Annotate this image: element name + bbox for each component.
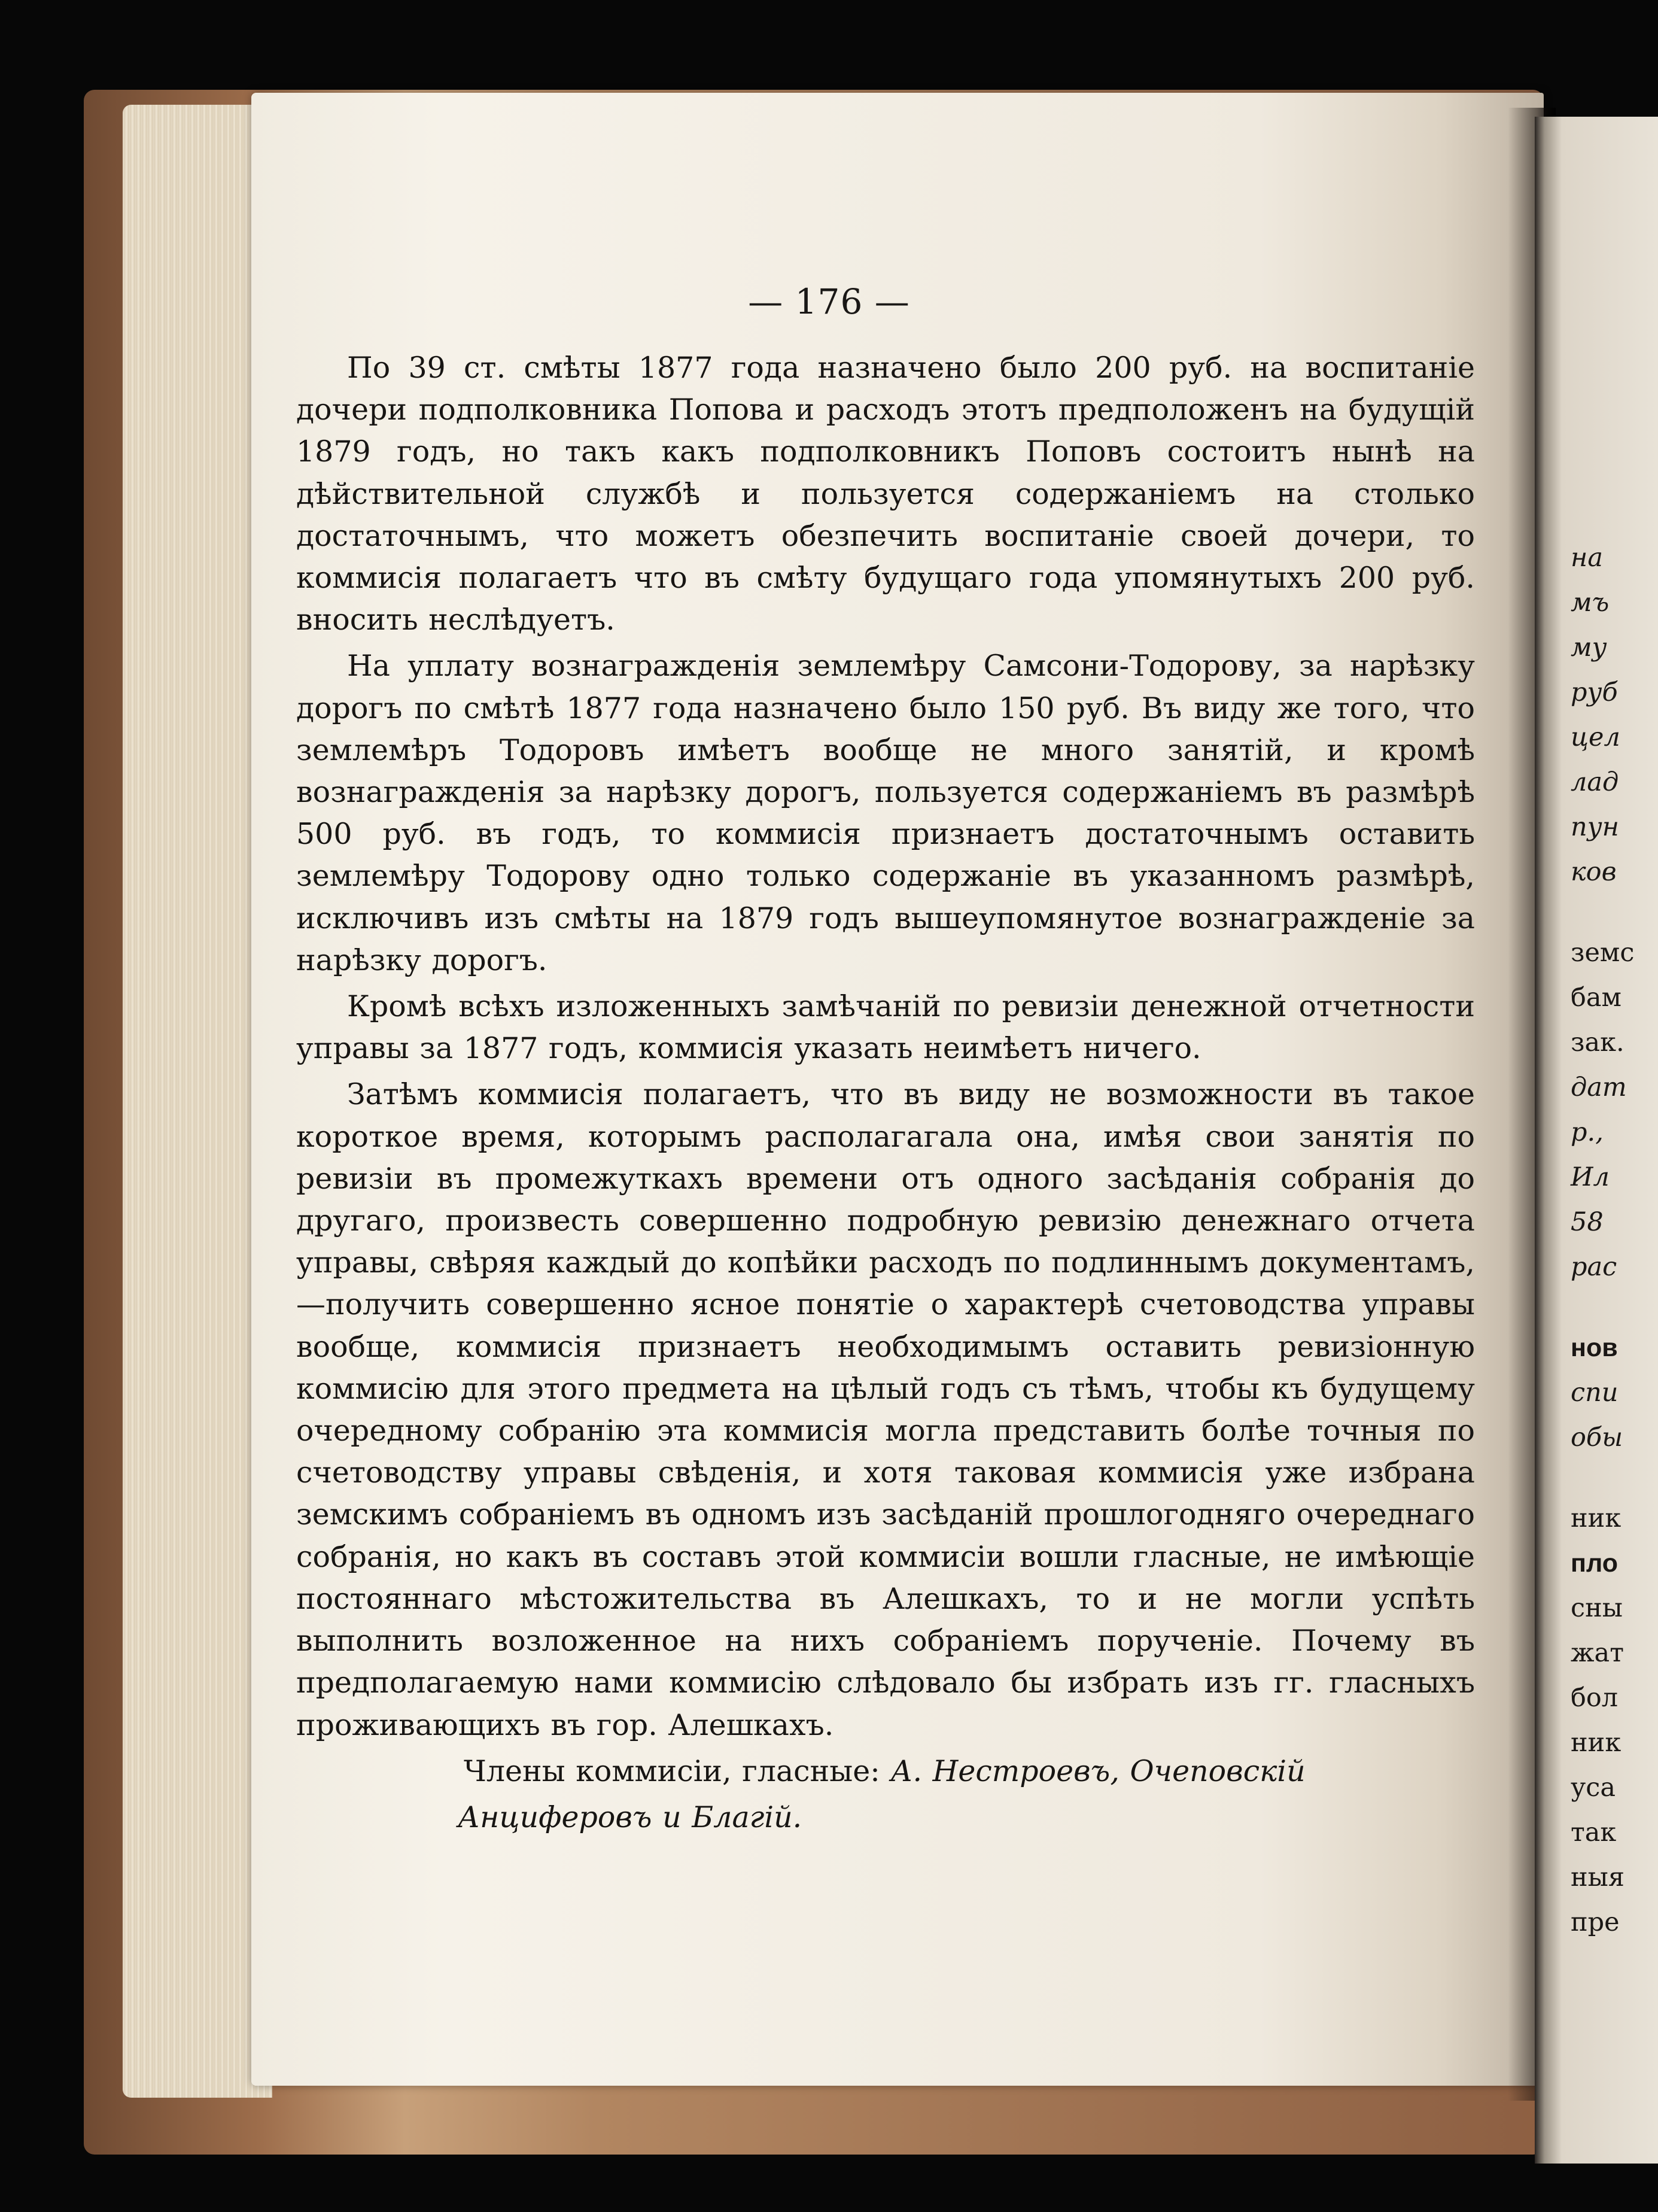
right-fragment: сны [1571,1593,1623,1623]
right-fragment: руб [1571,677,1618,707]
right-fragment: жат [1571,1638,1624,1668]
paragraph-4: Затѣмъ коммисія полагаетъ, что въ виду не возможности въ такое короткое время, которымъ располагагала она, имѣя свои занятія по ревизіи въ промежуткахъ времени отъ одного засѣданія собранія до другаго, произвесть совершенно подробную ревизію денежнаго отчета управы, свѣряя каждый до копѣйки расходъ по подлиннымъ документамъ,—получить совершенно ясное понятіе о характерѣ счетоводства управы вообще, коммисія признаетъ необходимымъ оставить ревизіонную коммисію для этого предмета на цѣлый годъ съ тѣмъ, чтобы къ будущему очередному собранію эта коммисія могла представить болѣе точныя по счетоводству управы свѣденія, и хотя таковая коммисія уже избрана земскимъ собраніемъ въ одномъ изъ засѣданій прошлогодняго очереднаго собранія, но какъ въ составъ этой коммисіи вошли гласные, не имѣющіе постояннаго мѣстожительства въ Алешкахъ, то и не могли успѣть выполнить возложенное на нихъ собраніемъ порученіе. Почему въ предполагаемую нами коммисію слѣдовало бы избрать изъ гг. гласныхъ проживающихъ въ гор. Алешкахъ. [296,1077,1475,1742]
right-fragment: му [1571,633,1607,663]
right-fragment: рас [1571,1252,1617,1282]
right-fragment: зак. [1571,1028,1624,1058]
right-fragment-gap [1571,1290,1658,1326]
right-fragment: ков [1571,857,1617,887]
page-edge-stack [123,105,272,2098]
right-fragment-gap [1571,895,1658,931]
right-fragment: мъ [1571,588,1610,618]
right-fragment: ник [1571,1728,1622,1758]
signature-line [296,1751,1475,1792]
right-fragment: так [1571,1818,1617,1848]
paragraph-2: На уплату вознагражденія землемѣру Самсони-Тодорову, за нарѣзку дорогъ по смѣтѣ 1877 года назначено было 150 руб. Въ виду же того, что землемѣръ Тодоровъ имѣетъ вообще не много занятій, и кромѣ вознагражденія за нарѣзку дорогъ, пользуется содержаніемъ въ размѣрѣ 500 руб. въ годъ, то коммисія признаетъ достаточнымъ оставить землемѣру Тодорову одно только содержаніе въ указанномъ размѣрѣ, исключивъ изъ смѣты на 1879 годъ вышеупомянутое вознагражденіе за нарѣзку дорогъ. [296,649,1475,977]
right-fragment: на [1571,543,1603,573]
right-fragment: бол [1571,1683,1619,1713]
document-body [296,347,1475,1843]
right-fragment: бам [1571,983,1622,1013]
right-fragment: дат [1571,1072,1627,1102]
right-fragment: Ил [1571,1162,1610,1192]
right-fragment: цел [1571,722,1620,752]
right-fragment-heading: пло [1571,1549,1618,1578]
page-number: — 176 — [748,281,910,322]
right-page [1535,117,1658,2164]
right-fragment: р., [1571,1117,1604,1147]
right-fragment: пун [1571,812,1619,842]
right-fragment: спи [1571,1378,1619,1408]
right-page-fragments [1571,536,1658,1945]
right-fragment: пре [1571,1907,1620,1937]
signature-names: А. Нестроевъ, Очеповскій [890,1754,1306,1788]
paragraph-3: Кромѣ всѣхъ изложенныхъ замѣчаній по ревизіи денежной отчетности управы за 1877 годъ, коммисія указать неимѣетъ ничего. [296,989,1475,1066]
right-fragment: ник [1571,1503,1622,1533]
paragraph-1: По 39 ст. смѣты 1877 года назначено было 200 руб. на воспитаніе дочери подполковника Попова и расходъ этотъ предположенъ на будущій 1879 годъ, но такъ какъ подполковникъ Поповъ состоитъ нынѣ на дѣйствительной службѣ и пользуется содержаніемъ на столько достаточнымъ, что можетъ обезпечить воспитаніе своей дочери, то коммисія полагаетъ что въ смѣту будущаго года упомянутыхъ 200 руб. вносить неслѣдуетъ. [296,351,1475,637]
right-fragment: 58 [1571,1207,1604,1237]
right-fragment-gap [1571,1460,1658,1496]
right-fragment: лад [1571,767,1619,797]
right-fragment: обы [1571,1423,1623,1453]
right-fragment: ныя [1571,1862,1625,1892]
right-fragment: земс [1571,938,1635,968]
right-fragment-heading: нов [1571,1333,1618,1362]
signature-label: Члены коммисіи, гласные: [464,1754,880,1788]
signature-names-continued: Анциферовъ и Благій. [458,1800,802,1834]
right-fragment: уса [1571,1773,1616,1803]
